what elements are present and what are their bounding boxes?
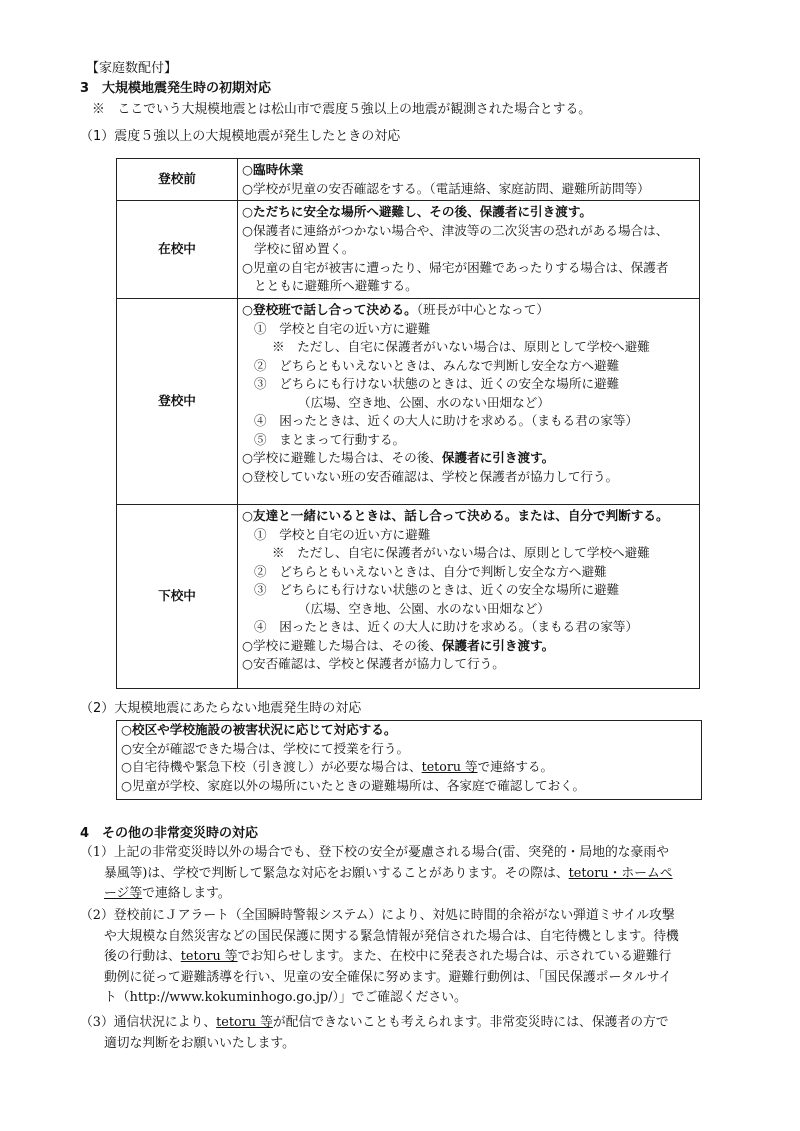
tetoru-homepage-link-cont[interactable]: ージ等 (104, 886, 143, 901)
table-line: ④ 困ったときは、近くの大人に助けを求める。（まもる君の家等） (254, 619, 639, 634)
earthquake-response-table (116, 158, 700, 689)
definition-note: ※ ここでいう大規模地震とは松山市で震度５強以上の地震が観測された場合とする。 (92, 102, 592, 117)
table-line: ○登校していない班の安否確認は、学校と保護者が協力して行う。 (242, 468, 619, 484)
para-line: ト（http://www.kokuminhogo.go.jp/）」でご確認ください。 (104, 990, 467, 1005)
para-text: でお知らせします。また、在校中に発表された場合は、示されている避難行 (237, 949, 672, 964)
row-content-at-school (238, 201, 700, 299)
row-content-going-to-school (238, 299, 700, 505)
box-line (121, 758, 697, 777)
table-line: ※ ただし、自宅に保護者がいない場合は、原則として学校へ避難 (272, 339, 650, 354)
table-line-lead: ○学校に避難した場合は、その後、 (242, 637, 442, 653)
table-line: とともに避難所へ避難する。 (254, 278, 418, 293)
tetoru-homepage-link[interactable]: tetoru・ホームペ (568, 865, 673, 881)
para-text: （3）通信状況により、 (80, 1015, 217, 1030)
tetoru-link[interactable]: tetoru 等 (216, 1015, 273, 1030)
table-line: 学校に留め置く。 (254, 241, 355, 256)
section-3-title: 3 大規模地震発生時の初期対応 (80, 81, 272, 96)
table-row (117, 159, 700, 201)
table-line: ③ どちらにも行けない状態のときは、近くの安全な場所に避難 (254, 376, 620, 391)
table-line: ○安否確認は、学校と保護者が協力して行う。 (242, 656, 505, 671)
table-line (242, 637, 695, 656)
section-4-paragraph-1 (80, 843, 720, 905)
table-row (117, 299, 700, 505)
box-line: ○児童が学校、家庭以外の場所にいたときの避難場所は、各家庭で確認しておく。 (121, 777, 586, 793)
para-line: （1）上記の非常変災時以外の場合でも、登下校の安全が憂慮される場合(雷、突発的・局地的な豪雨や (80, 845, 669, 860)
para-text: 後の行動は、 (104, 949, 181, 964)
table-line: ○臨時休業 (242, 162, 304, 177)
table-line: ② どちらともいえないときは、みんなで判断し安全な方へ避難 (254, 357, 620, 373)
table-line-emphasis: 保護者に引き渡す。 (441, 450, 555, 465)
tetoru-link[interactable]: tetoru 等 (421, 759, 478, 774)
table-line: （広場、空き地、公園、水のない田畑など） (298, 394, 550, 410)
para-line: （2）登校前にＪアラート（全国瞬時警報システム）により、対処に時間的余裕がない弾道ミサイル攻撃 (80, 908, 675, 923)
para-line (80, 884, 720, 905)
box-line: ○校区や学校施設の被害状況に応じて対応する。 (121, 722, 397, 737)
para-line (80, 864, 720, 885)
row-content-going-home (238, 505, 700, 689)
section-4-title: 4 その他の非常変災時の対応 (80, 826, 259, 841)
minor-earthquake-box (116, 720, 702, 800)
para-text: 暴風等)は、学校で判断して緊急な対応をお願いすることがあります。その際は、 (104, 865, 569, 881)
table-line: ① 学校と自宅の近い方に避難 (254, 320, 431, 336)
table-line: （広場、空き地、公園、水のない田畑など） (298, 600, 550, 616)
table-line: ⑤ まとまって行動する。 (254, 431, 406, 447)
subsection-1-title: （1）震度５強以上の大規模地震が発生したときの対応 (80, 129, 401, 144)
table-row (117, 201, 700, 299)
tetoru-link[interactable]: tetoru 等 (180, 949, 238, 964)
row-content-before-school (238, 159, 700, 201)
table-line: ④ 困ったときは、近くの大人に助けを求める。（まもる君の家等） (254, 413, 639, 428)
table-line: ○児童の自宅が被害に遭ったり、帰宅が困難であったりする場合は、保護者 (242, 259, 669, 275)
table-line-note: （班長が中心となって） (416, 302, 549, 317)
table-line: ○保護者に連絡がつかない場合や、津波等の二次災害の恐れがある場合は、 (242, 222, 669, 238)
subsection-2-title: （2）大規模地震にあたらない地震発生時の対応 (80, 701, 362, 716)
para-text: が配信できないことも考えられます。非常変災時には、保護者の方で (272, 1015, 669, 1030)
para-line (80, 1013, 720, 1034)
table-line (242, 449, 695, 468)
table-line: ○学校が児童の安否確認をする。（電話連絡、家庭訪問、避難所訪問等） (242, 180, 650, 196)
para-line (80, 947, 720, 968)
table-row (117, 505, 700, 689)
row-label-going-to-school: 登校中 (117, 299, 238, 505)
para-line: 適切な判断をお願いいたします。 (104, 1035, 295, 1051)
section-4-paragraph-3 (80, 1013, 720, 1054)
box-line-lead: ○自宅待機や緊急下校（引き渡し）が必要な場合は、 (121, 759, 422, 774)
table-line-emphasis: 保護者に引き渡す。 (441, 637, 555, 653)
table-line: ※ ただし、自宅に保護者がいない場合は、原則として学校へ避難 (272, 545, 650, 560)
table-line-lead: ○登校班で話し合って決める。 (242, 302, 417, 317)
table-line (242, 301, 695, 320)
section-4-paragraph-2 (80, 906, 720, 1009)
para-line: 動例に従って避難誘導を行い、児童の安全確保に努めます。避難行動例は、「国民保護ポータルサイ (104, 969, 672, 985)
para-line: や大規模な自然災害などの国民保護に関する緊急情報が発信された場合は、自宅待機とします。待機 (104, 928, 679, 944)
table-line: ○ただちに安全な場所へ避難し、その後、保護者に引き渡す。 (242, 204, 593, 219)
distribution-tag: 【家庭数配付】 (86, 61, 178, 76)
row-label-at-school: 在校中 (117, 201, 238, 299)
box-line: ○安全が確認できた場合は、学校にて授業を行う。 (121, 740, 410, 756)
row-label-before-school: 登校前 (117, 159, 238, 201)
para-text: で連絡します。 (142, 886, 231, 901)
table-line: ① 学校と自宅の近い方に避難 (254, 526, 431, 542)
table-line: ② どちらともいえないときは、自分で判断し安全な方へ避難 (254, 563, 607, 579)
table-line-lead: ○学校に避難した場合は、その後、 (242, 450, 442, 465)
table-line: ③ どちらにも行けない状態のときは、近くの安全な場所に避難 (254, 582, 620, 597)
box-line-tail: で連絡する。 (477, 759, 554, 774)
row-label-going-home: 下校中 (117, 505, 238, 689)
table-line: ○友達と一緒にいるときは、話し合って決める。または、自分で判断する。 (242, 508, 669, 523)
